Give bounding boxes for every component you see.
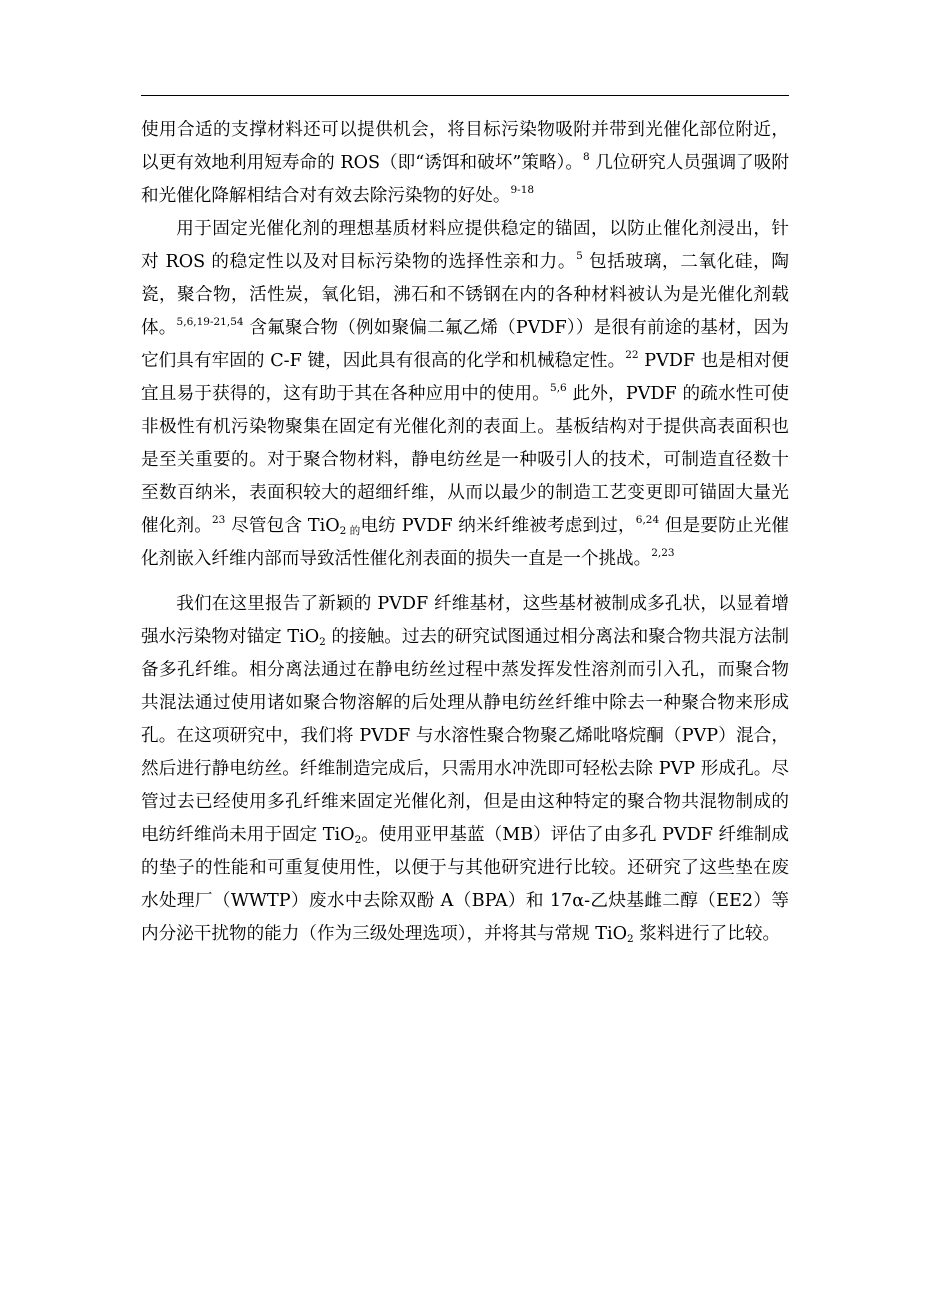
paragraph-3 (141, 588, 789, 951)
text-run: 但是要防止光催化剂嵌入纤维内部而导致活性催化剂表面的损失一直是一个挑战。 (141, 516, 789, 569)
text-run: 使用合适的支撑材料还可以提供机会，将目标污染物吸附并带到光催化部位附近，以更有效地利用短寿命的 ROS（即“诱饵和破坏”策略）。 (141, 120, 789, 173)
text-run: PVDF 也是相对便宜且易于获得的，这有助于其在各种应用中的使用。 (141, 351, 789, 404)
body-text (141, 114, 789, 951)
chemical-subscript: 2 (354, 834, 362, 846)
citation-superscript: 6,24 (635, 514, 660, 526)
text-run: 我们在这里报告了新颖的 PVDF 纤维基材，这些基材被制成多孔状，以显着增强水污染物对锚定 TiO (141, 594, 789, 647)
text-run: 的接触。过去的研究试图通过相分离法和聚合物共混方法制备多孔纤维。相分离法通过在静电纺丝过程中蒸发挥发性溶剂而引入孔，而聚合物共混法通过使用诸如聚合物溶解的后处理从静电纺丝纤维中除去一种聚合物来形成孔。在这项研究中，我们将 PVDF 与水溶性聚合物聚乙烯吡咯烷酮（PVP）混合，然后进行静电纺丝。纤维制造完成后，只需用水冲洗即可轻松去除 PVP 形成孔。尽管过去已经使用多孔纤维来固定光催化剂，但是由这种特定的聚合物共混物制成的电纺纤维尚未用于固定 TiO (141, 627, 789, 845)
text-run: 此外，PVDF 的疏水性可使非极性有机污染物聚集在固定有光催化剂的表面上。基板结构对于提供高表面积也是至关重要的。对于聚合物材料，静电纺丝是一种吸引人的技术，可制造直径数十至数百纳米，表面积较大的超细纤维，从而以最少的制造工艺变更即可锚固大量光催化剂。 (141, 384, 789, 536)
paragraph-gap (141, 576, 789, 588)
chemical-subscript: 2 (319, 636, 326, 648)
text-run: 。使用亚甲基蓝（MB）评估了由多孔 PVDF 纤维制成的垫子的性能和可重复使用性，以便于与其他研究进行比较。还研究了这些垫在废水处理厂（WWTP）废水中去除双酚 A（BPA）和 17α-乙炔基雌二醇（EE2）等内分泌干扰物的能力（作为三级处理选项），并将其与常规 TiO (141, 825, 789, 944)
citation-superscript: 9-18 (510, 184, 535, 196)
paragraph-2 (141, 213, 789, 576)
citation-superscript: 23 (212, 514, 226, 526)
paragraph-1 (141, 114, 789, 213)
chemical-subscript: 2 (627, 933, 634, 945)
text-run: 用于固定光催化剂的理想基质材料应提供稳定的锚固，以防止催化剂浸出，针对 ROS 的稳定性以及对目标污染物的选择性亲和力。 (141, 219, 789, 272)
text-run: 浆料进行了比较。 (633, 924, 781, 944)
chemical-subscript: 2 的 (339, 525, 361, 537)
citation-superscript: 8 (583, 151, 590, 163)
text-run: 含氟聚合物（例如聚偏二氟乙烯（PVDF））是很有前途的基材，因为它们具有牢固的 C-F 键，因此具有很高的化学和机械稳定性。 (141, 318, 789, 371)
citation-superscript: 5,6,19-21,54 (176, 316, 244, 328)
citation-superscript: 2,23 (651, 547, 675, 559)
text-run: 尽管包含 TiO (225, 516, 340, 536)
citation-superscript: 22 (625, 349, 639, 361)
text-run: 包括玻璃，二氧化硅，陶瓷，聚合物，活性炭，氧化铝，沸石和不锈钢在内的各种材料被认为是光催化剂载体。 (141, 252, 789, 338)
header-rule (141, 95, 789, 96)
text-run: 几位研究人员强调了吸附和光催化降解相结合对有效去除污染物的好处。 (141, 153, 789, 206)
text-run: 电纺 PVDF 纳米纤维被考虑到过， (360, 516, 636, 536)
citation-superscript: 5,6 (550, 382, 567, 394)
citation-superscript: 5 (576, 250, 583, 262)
